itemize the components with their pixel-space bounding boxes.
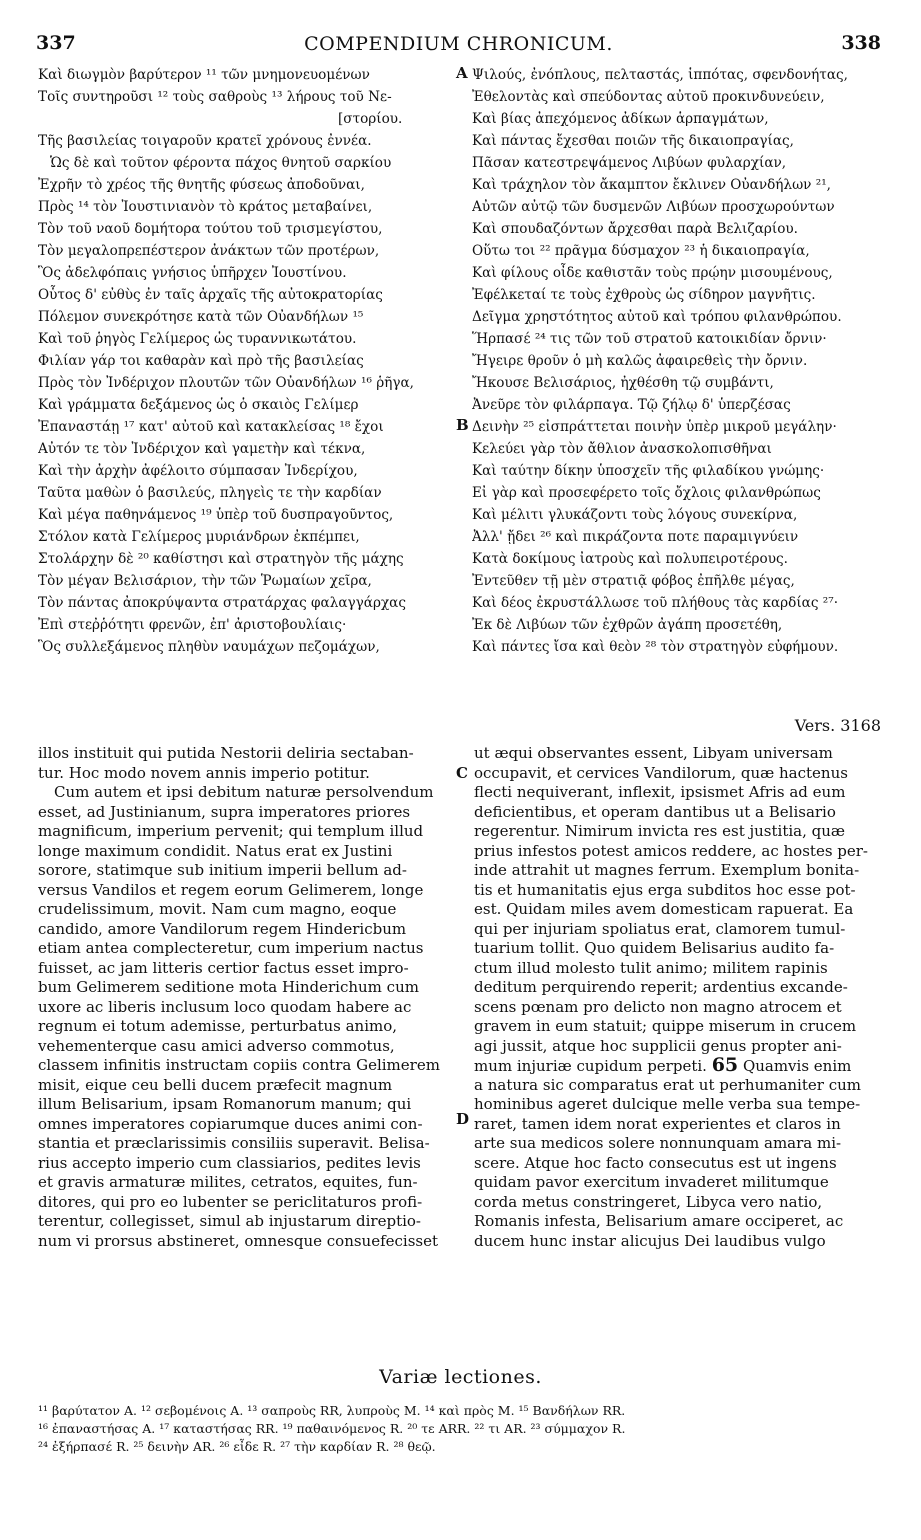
latin-line: regerentur. Nimirum invicta res est justitia, quæ <box>474 822 846 840</box>
latin-line: crudelissimum, movit. Nam cum magno, eoque <box>38 900 397 918</box>
greek-verse-line: Ἥρπασέ ²⁴ τις τῶν τοῦ στρατοῦ κατοικιδίαν ὄρνιν· <box>472 331 827 347</box>
margin-letter-c: C <box>456 764 468 782</box>
greek-verse-right-column <box>472 64 884 658</box>
greek-verse-line: Ὡς δὲ καὶ τοῦτον φέροντα πάχος θνητοῦ σαρκίου <box>50 155 392 171</box>
latin-line: prius infestos potest amicos reddere, ac hostes per- <box>474 841 868 860</box>
latin-line: magnificum, imperium pervenit; qui templum illud <box>38 822 424 840</box>
latin-line: uxore ac liberis inclusum loco quodam habere ac <box>38 997 412 1016</box>
greek-verse-line: Καὶ ταύτην δίκην ὑποσχεῖν τῆς φιλαδίκου γνώμης· <box>472 463 825 479</box>
greek-verse-line: Δεινὴν ²⁵ εἰσπράττεται ποινὴν ὑπὲρ μικροῦ μεγάλην· <box>472 419 837 435</box>
greek-verse-line: Οὕτω τοι ²² πρᾶγμα δύσμαχον ²³ ἡ δικαιοπραγία, <box>472 243 810 259</box>
greek-verse-line: Πᾶσαν κατεστρεψάμενος Λιβύων φυλαρχίαν, <box>472 155 787 171</box>
greek-verse-line: Καὶ διωγμὸν βαρύτερον ¹¹ τῶν μνημονευομένων <box>38 67 370 83</box>
greek-verse-line: Αὐτόν τε τὸν Ἰνδέριχον καὶ γαμετὴν καὶ τέκνα, <box>38 441 366 457</box>
greek-verse-line: Καὶ δέος ἐκρυστάλλωσε τοῦ πλήθους τὰς καρδίας ²⁷· <box>472 595 839 611</box>
greek-verse-line: Ἐθελοντὰς καὶ σπεύδοντας αὐτοῦ προκινδυνεύειν, <box>472 89 825 105</box>
greek-verse-line: Ἀνεῦρε τὸν φιλάρπαγα. Τῷ ζήλῳ δ' ὑπερζέσας <box>472 397 791 413</box>
latin-line: esset, ad Justinianum, supra imperatores priores <box>38 802 411 821</box>
greek-verse-line: Ἐχρῆν τὸ χρέος τῆς θνητῆς φύσεως ἀποδοῦναι, <box>38 177 365 193</box>
greek-verse-line: Καὶ τὴν ἀρχὴν ἀφέλοιτο σύμπασαν Ἰνδερίχου, <box>38 463 358 479</box>
latin-line: fuisset, ac jam litteris certior factus esset impro- <box>38 958 409 977</box>
greek-verse-line: Κατὰ δοκίμους ἰατροὺς καὶ πολυπειροτέρους. <box>472 551 788 567</box>
running-title: COMPENDIUM CHRONICUM. <box>304 33 613 55</box>
latin-line: vehementerque casu amici adverso commotus, <box>38 1036 395 1055</box>
latin-line: et gravis armaturæ milites, cetratos, equites, fun- <box>38 1173 418 1191</box>
greek-verse-line: Στόλον κατὰ Γελίμερος μυριάνδρων ἐκπέμπει, <box>38 529 360 545</box>
latin-line: hominibus ageret dulcique melle verba sua tempe- <box>474 1095 861 1113</box>
greek-verse-line: Οὗτος δ' εὐθὺς ἐν ταῖς ἀρχαῖς τῆς αὐτοκρατορίας <box>38 287 383 303</box>
greek-verse-line: [στορίου. <box>338 111 403 127</box>
latin-line: bum Gelimerem seditione mota Hinderichum cum <box>38 978 419 996</box>
latin-line: gravem in eum statuit; quippe miserum in crucem <box>474 1017 857 1035</box>
greek-verse-line: Ἐκ δὲ Λιβύων τῶν ἐχθρῶν ἀγάπη προσετέθη, <box>472 617 783 633</box>
latin-line: rius accepto imperio cum classiarios, pedites levis <box>38 1153 421 1172</box>
latin-line: stantia et præclarissimis consiliis superavit. Belisa- <box>38 1134 430 1152</box>
column-number: 65 <box>711 1054 739 1076</box>
greek-verse-line: Τῆς βασιλείας τοιγαροῦν κρατεῖ χρόνους ἐννέα. <box>38 133 372 149</box>
latin-line: versus Vandilos et regem eorum Gelimerem, longe <box>38 880 424 899</box>
greek-verse-line: Καὶ τράχηλον τὸν ἄκαμπτον ἔκλινεν Οὐανδήλων ²¹, <box>472 177 831 193</box>
latin-line: longe maximum condidit. Natus erat ex Justini <box>38 841 393 860</box>
greek-verse-line: Τὸν πάντας ἀποκρύψαντα στρατάρχας φαλαγγάρχας <box>38 595 406 611</box>
greek-verse-line: Καὶ βίας ἀπεχόμενος ἀδίκων ἁρπαγμάτων, <box>472 111 769 127</box>
greek-verse-line: Ταῦτα μαθὼν ὁ βασιλεύς, πληγεὶς τε τὴν καρδίαν <box>38 485 382 501</box>
greek-verse-line: Τὸν μεγαλοπρεπέστερον ἀνάκτων τῶν προτέρων, <box>38 243 380 259</box>
latin-line: inde attrahit ut magnes ferrum. Exemplum bonita- <box>474 861 860 879</box>
greek-verse-line: Δεῖγμα χρηστότητος αὐτοῦ καὶ τρόπου φιλανθρώπου. <box>472 309 842 325</box>
greek-verse-line: Ἐπὶ στεῤῥότητι φρενῶν, ἐπ' ἀριστοβουλίαις· <box>38 617 347 633</box>
margin-letter-d: D <box>456 1110 470 1128</box>
greek-verse-line: Καὶ μέγα παθηνάμενος ¹⁹ ὑπὲρ τοῦ δυσπραγοῦντος, <box>38 507 394 523</box>
margin-letter-b: B <box>456 416 469 434</box>
footnote-line: ¹⁶ ἐπαναστήσας A. ¹⁷ καταστήσας RR. ¹⁹ παθαινόμενος R. ²⁰ τε ARR. ²² τι AR. ²³ σύμμαχον R. <box>38 1421 626 1436</box>
greek-verse-line: Ψιλούς, ἐνόπλους, πελταστάς, ἱππότας, σφενδονήτας, <box>472 67 848 83</box>
greek-verse-line: Στολάρχην δὲ ²⁰ καθίστησι καὶ στρατηγὸν τῆς μάχης <box>38 551 404 567</box>
latin-translation-left-column <box>38 744 454 1251</box>
greek-verse-line: Τοῖς συντηροῦσι ¹² τοὺς σαθροὺς ¹³ λήρους τοῦ Νε- <box>38 89 392 105</box>
greek-verse-line: Εἰ γὰρ καὶ προσεφέρετο τοῖς ὄχλοις φιλανθρώπως <box>472 485 821 501</box>
latin-line: quidam pavor exercitum invaderet militumque <box>474 1173 829 1191</box>
latin-translation-right-column <box>474 744 886 1251</box>
latin-line-segment: mum injuriæ cupidum perpeti. <box>474 1057 707 1075</box>
latin-line: tis et humanitatis ejus erga subditos hoc esse pot- <box>474 880 856 899</box>
variae-lectiones-notes <box>38 1402 888 1456</box>
latin-line: terentur, collegisset, simul ab injustarum direptio- <box>38 1212 421 1230</box>
greek-verse-line: Τὸν μέγαν Βελισάριον, τὴν τῶν Ῥωμαίων χεῖρα, <box>38 573 372 589</box>
variae-lectiones-heading: Variæ lectiones. <box>379 1366 542 1388</box>
latin-line: corda metus constringeret, Libyca vero natio, <box>474 1192 823 1211</box>
greek-verse-line: Καὶ πάντες ἴσα καὶ θεὸν ²⁸ τὸν στρατηγὸν εὐφήμουν. <box>472 639 839 655</box>
left-page-number: 337 <box>36 32 76 54</box>
latin-line: ut æqui observantes essent, Libyam universam <box>474 744 833 762</box>
latin-line: regnum ei totum ademisse, perturbatus animo, <box>38 1017 398 1035</box>
greek-verse-line: Τὸν τοῦ ναοῦ δομήτορα τούτου τοῦ τρισμεγίστου, <box>38 221 383 237</box>
latin-line: sorore, statimque sub initium imperii bellum ad- <box>38 861 407 879</box>
latin-line: est. Quidam miles avem domesticam rapuerat. Ea <box>474 900 854 918</box>
latin-line-with-column-number <box>474 1056 886 1076</box>
latin-line: deditum perquirendo reperit; ardentius excande- <box>474 978 848 996</box>
latin-line: a natura sic comparatus erat ut perhumaniter cum <box>474 1075 861 1094</box>
latin-line: deficientibus, et operam dantibus ut a Belisario <box>474 802 836 821</box>
greek-verse-line: Ἐντεῦθεν τῇ μὲν στρατιᾷ φόβος ἐπῆλθε μέγας, <box>472 573 795 589</box>
latin-line: omnes imperatores copiarumque duces animi con- <box>38 1114 423 1133</box>
greek-verse-line: Καὶ μέλιτι γλυκάζοντι τοὺς λόγους συνεκίρνα, <box>472 507 798 523</box>
greek-verse-line: Ὃς ἀδελφόπαις γνήσιος ὑπῆρχεν Ἰουστίνου. <box>38 265 347 281</box>
latin-line: etiam antea complecteretur, cum imperium nactus <box>38 939 424 957</box>
greek-verse-line: Πρὸς τὸν Ἰνδέριχον πλουτῶν τῶν Οὐανδήλων ¹⁶ ῥῆγα, <box>38 375 414 391</box>
latin-line: agi jussit, atque hoc supplicii genus propter ani- <box>474 1036 842 1055</box>
latin-line: flecti nequiverant, inflexit, ipsismet Afris ad eum <box>474 783 846 801</box>
latin-line: illum Belisarium, ipsam Romanorum manum; qui <box>38 1095 412 1113</box>
greek-verse-line: Ἀλλ' ᾔδει ²⁶ καὶ πικράζοντα ποτε παραμιγνύειν <box>472 529 799 545</box>
latin-line: candido, amore Vandilorum regem Hindericbum <box>38 919 407 938</box>
latin-line: raret, tamen idem norat experientes et claros in <box>474 1114 841 1133</box>
footnote-line: ²⁴ ἐξήρπασέ R. ²⁵ δεινὴν AR. ²⁶ εἶδε R. ²⁷ τὴν καρδίαν R. ²⁸ θεῷ. <box>38 1439 436 1454</box>
latin-line: scens pœnam pro delicto non magno atrocem et <box>474 997 842 1016</box>
greek-verse-line: Ἐπαναστάῃ ¹⁷ κατ' αὐτοῦ καὶ κατακλείσας ¹⁸ ἔχοι <box>38 419 384 435</box>
latin-line: scere. Atque hoc facto consecutus est ut ingens <box>474 1153 837 1172</box>
footnote-line: ¹¹ βαρύτατον A. ¹² σεβομένοις A. ¹³ σαπροὺς RR, λυπροὺς M. ¹⁴ καὶ πρὸς M. ¹⁵ Βανδήλων RR. <box>38 1403 626 1418</box>
margin-letter-a: A <box>456 64 468 82</box>
greek-verse-line: Ἤγειρε θροῦν ὁ μὴ καλῶς ἀφαιρεθεὶς τὴν ὄρνιν. <box>472 353 808 369</box>
running-header <box>36 32 881 56</box>
latin-line: Romanis infesta, Belisarium amare occiperet, ac <box>474 1212 844 1230</box>
greek-verse-line: Αὐτῶν αὐτῷ τῶν δυσμενῶν Λιβύων προσχωρούντων <box>472 199 835 215</box>
latin-line: ctum illud molesto tulit animo; militem rapinis <box>474 958 828 977</box>
verse-number: Vers. 3168 <box>794 716 881 735</box>
latin-line: occupavit, et cervices Vandilorum, quæ hactenus <box>474 763 848 782</box>
greek-verse-left-column <box>38 64 452 658</box>
greek-verse-line: Φιλίαν γάρ τοι καθαρὰν καὶ πρὸ τῆς βασιλείας <box>38 353 364 369</box>
greek-verse-line: Καὶ φίλους οἶδε καθιστᾶν τοὺς πρῴην μισουμένους, <box>472 265 833 281</box>
greek-verse-line: Ἤκουσε Βελισάριος, ἠχθέσθη τῷ συμβάντι, <box>472 375 774 391</box>
latin-line: tur. Hoc modo novem annis imperio potitur. <box>38 763 370 782</box>
latin-line: ducem hunc instar alicujus Dei laudibus vulgo <box>474 1231 826 1250</box>
greek-verse-line: Καὶ τοῦ ῥηγὸς Γελίμερος ὡς τυραννικωτάτου. <box>38 331 357 347</box>
latin-line: tuarium tollit. Quo quidem Belisarius audito fa- <box>474 939 835 957</box>
latin-line: num vi prorsus abstineret, omnesque consuefecisset <box>38 1231 439 1250</box>
latin-line: ditores, qui pro eo lubenter se periclitaturos profi- <box>38 1192 423 1211</box>
latin-line: illos instituit qui putida Nestorii deliria sectaban- <box>38 744 414 762</box>
latin-line: classem infinitis instructam copiis contra Gelimerem <box>38 1056 440 1074</box>
greek-verse-line: Πρὸς ¹⁴ τὸν Ἰουστινιανὸν τὸ κράτος μεταβαίνει, <box>38 199 373 215</box>
greek-verse-line: Κελεύει γὰρ τὸν ἄθλιον ἀνασκολοπισθῆναι <box>472 441 772 457</box>
greek-verse-line: Πόλεμον συνεκρότησε κατὰ τῶν Οὐανδήλων ¹⁵ <box>38 309 364 325</box>
latin-line: qui per injuriam spoliatus erat, clamorem tumul- <box>474 919 846 938</box>
latin-line: Cum autem et ipsi debitum naturæ persolvendum <box>54 783 434 801</box>
latin-line: arte sua medicos solere nonnunquam amara mi- <box>474 1134 842 1152</box>
greek-verse-line: Ὃς συλλεξάμενος πληθὺν ναυμάχων πεζομάχων, <box>38 639 380 655</box>
greek-verse-line: Καὶ σπουδαζόντων ἄρχεσθαι παρὰ Βελιζαρίου. <box>472 221 798 237</box>
latin-line-segment: Quamvis enim <box>742 1057 852 1075</box>
latin-line: misit, eique ceu belli ducem præfecit magnum <box>38 1075 393 1094</box>
greek-verse-line: Καὶ γράμματα δεξάμενος ὡς ὁ σκαιὸς Γελίμερ <box>38 397 359 413</box>
right-page-number: 338 <box>841 32 881 54</box>
greek-verse-line: Ἐφέλκεταί τε τοὺς ἐχθροὺς ὡς σίδηρον μαγνῆτις. <box>472 287 816 303</box>
greek-verse-line: Καὶ πάντας ἔχεσθαι ποιῶν τῆς δικαιοπραγίας, <box>472 133 794 149</box>
